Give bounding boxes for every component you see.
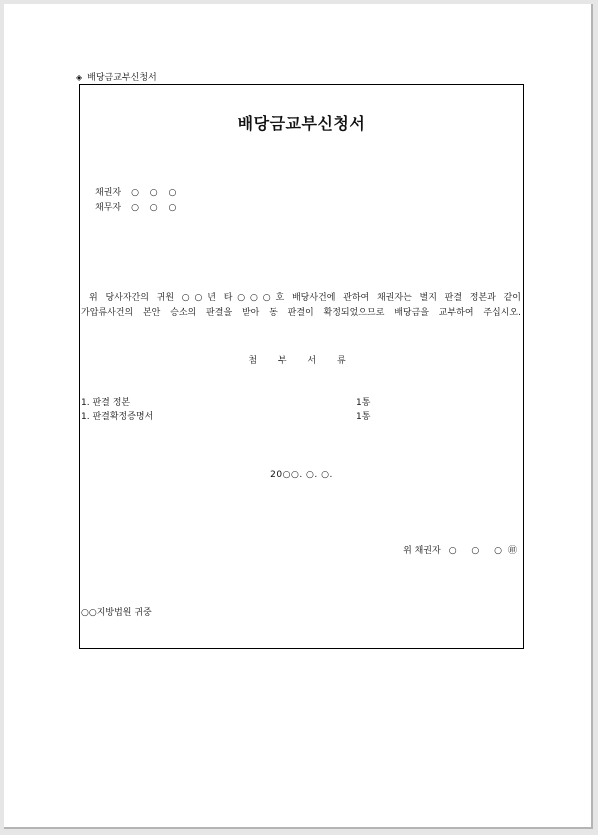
body-line-2: 가압류사건의 본안 승소의 판결을 받아 동 판결이 확정되었으므로 배당금을 교부하여 주십시오. bbox=[81, 308, 521, 318]
form-frame bbox=[79, 84, 524, 649]
caption-label: 배당금교부신청서 bbox=[87, 73, 157, 83]
attachments-heading: 첨 부 서 류 bbox=[248, 356, 355, 366]
creditor-label: 채권자 bbox=[95, 188, 122, 198]
diamond-bullet-icon: ◈ bbox=[76, 73, 83, 82]
seal-icon: ㊞ bbox=[507, 546, 517, 556]
signer-label: 위 채권자 bbox=[403, 546, 441, 556]
debtor-name: ○ ○ ○ bbox=[131, 203, 181, 213]
attachment-count: 1통 bbox=[356, 412, 371, 422]
creditor-line bbox=[95, 187, 180, 199]
attachment-item: 1. 판결 정본 bbox=[81, 398, 131, 408]
document-caption bbox=[76, 72, 157, 84]
debtor-line bbox=[95, 202, 180, 214]
signer-line bbox=[403, 543, 517, 556]
document-page bbox=[4, 4, 593, 829]
debtor-label: 채무자 bbox=[95, 203, 122, 213]
creditor-name: ○ ○ ○ bbox=[131, 188, 181, 198]
signer-name: ○ ○ ○ bbox=[448, 546, 508, 556]
form-title: 배당금교부신청서 bbox=[237, 114, 366, 133]
filing-date: 20○○. ○. ○. bbox=[270, 470, 333, 480]
attachment-count: 1통 bbox=[356, 398, 371, 408]
court-addressee: ○○지방법원 귀중 bbox=[81, 608, 152, 618]
request-body bbox=[81, 291, 521, 321]
body-line-1: 위 당사자간의 귀원 ○○년 타○○○호 배당사건에 관하여 채권자는 별지 판결 정본과 같이 bbox=[89, 293, 521, 303]
attachment-item: 1. 판결확정증명서 bbox=[81, 412, 154, 422]
